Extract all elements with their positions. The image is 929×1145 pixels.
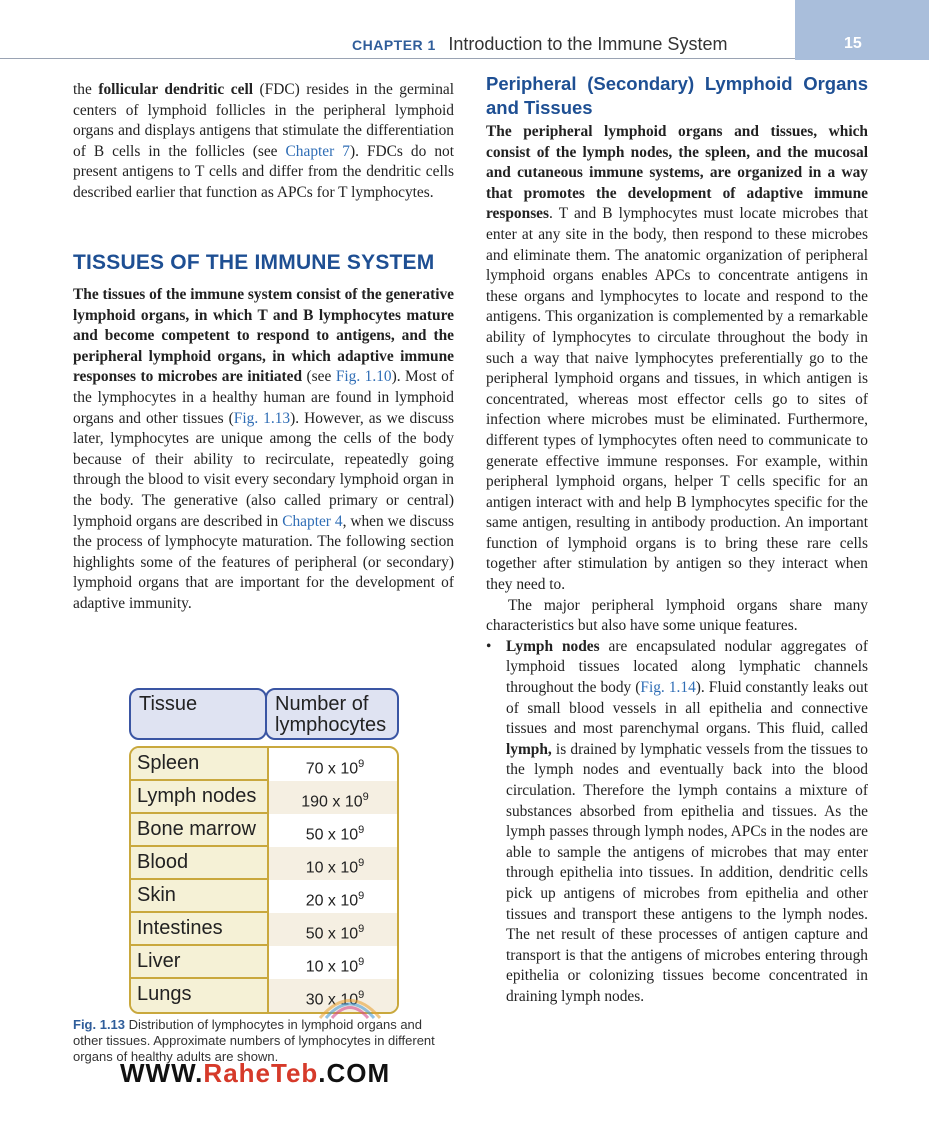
watermark-suffix: .COM bbox=[318, 1058, 391, 1088]
bullet-icon: • bbox=[486, 637, 492, 655]
left-paragraph-1 bbox=[73, 80, 454, 204]
text-run: ). FDCs do not present antigens to T cells and differ from the dendritic cells described earlier that function as APCs for T lymphocytes. bbox=[73, 142, 454, 201]
cell-lymphocyte-count: 50 x $10^9$ bbox=[305, 824, 365, 844]
cell-lymphocyte-count: 10 x $10^9$ bbox=[305, 956, 365, 976]
table-row bbox=[131, 946, 399, 979]
cell-tissue: Spleen bbox=[131, 748, 269, 781]
caption-text: Distribution of lymphocytes in lymphoid organs and other tissues. Approximate numbers of lymphocytes in different organs of healthy adults are shown. bbox=[73, 1017, 435, 1064]
page-number-tab bbox=[795, 0, 929, 60]
caption-label: Fig. 1.13 bbox=[73, 1017, 126, 1032]
bullet-text bbox=[506, 637, 868, 1008]
bullet-item-lymph-nodes bbox=[486, 637, 868, 1008]
bold-text: lymph, bbox=[506, 740, 552, 758]
bold-text: follicular dendritic cell bbox=[98, 81, 253, 98]
cell-tissue: Intestines bbox=[131, 913, 269, 946]
cell-tissue: Bone marrow bbox=[131, 814, 269, 847]
right-paragraph-1 bbox=[486, 122, 868, 596]
text-run: ). Most of the lymphocytes in a healthy human are found in lymphoid organs and other tissues ( bbox=[73, 368, 454, 427]
text-run: ). However, as we discuss later, lymphocytes are unique among the cells of the body because of their ability to recirculate, repeatedly going through the blood to visit every secondary lymphoid organ in the body. The generative (also called primary or central) lymphoid organs are described in bbox=[73, 409, 454, 530]
table-header-number: Number of lymphocytes bbox=[265, 688, 399, 740]
text-run: the bbox=[73, 81, 99, 98]
text-run: is drained by lymphatic vessels from the tissues to the lymph nodes and eventually back into the blood circulation. Therefore the lymph contains a mixture of substances absorbed from epithelia and tissues. As the lymph passes through lymph nodes, APCs in the nodes are able to sample the antigens of microbes that may enter through epithelia into tissues. In addition, dendritic cells pick up antigens of microbes from epithelia and other tissues and transport these antigens to the lymph nodes. The net result of these processes of antigen capture and transport is that the antigens of microbes entering through epithelia or colonizing tissues become concentrated in draining lymph nodes. bbox=[506, 740, 868, 1005]
watermark-logo-icon bbox=[310, 978, 390, 1028]
cell-lymphocyte-count: 20 x $10^9$ bbox=[305, 890, 365, 910]
cell-tissue: Lymph nodes bbox=[131, 781, 269, 814]
cell-lymphocyte-count: 10 x $10^9$ bbox=[269, 847, 399, 880]
left-column bbox=[73, 80, 454, 204]
bold-text: The peripheral lymphoid organs and tissues, which consist of the lymph nodes, the spleen, and the mucosal and cutaneous immune systems, are organized in a way that promotes the development of adaptive immune responses bbox=[486, 123, 868, 223]
left-paragraph-2 bbox=[73, 285, 454, 615]
cross-reference-link[interactable]: Chapter 4 bbox=[282, 512, 343, 530]
cross-reference-link[interactable]: Fig. 1.10 bbox=[335, 368, 392, 386]
cell-lymphocyte-count: 30 x $10^9$ bbox=[269, 979, 399, 1012]
exponent: 9 bbox=[358, 989, 365, 1001]
cell-tissue: Liver bbox=[131, 946, 269, 979]
cell-tissue: Lungs bbox=[131, 979, 269, 1012]
right-column bbox=[486, 72, 868, 1008]
header-rule bbox=[0, 58, 795, 59]
subsection-heading: Peripheral (Secondary) Lymphoid Organs and Tissues bbox=[486, 73, 868, 118]
watermark-accent: RaheTeb bbox=[203, 1058, 319, 1088]
cell-tissue: Skin bbox=[131, 880, 269, 913]
table-row bbox=[131, 847, 399, 880]
chapter-title: Introduction to the Immune System bbox=[448, 34, 728, 54]
table-row bbox=[131, 814, 399, 847]
bold-text: Lymph nodes bbox=[506, 637, 600, 655]
table-row bbox=[131, 748, 399, 781]
table-header-tissue: Tissue bbox=[129, 688, 267, 740]
right-paragraph-2: The major peripheral lymphoid organs share many characteristics but also have some unique features. bbox=[486, 596, 868, 635]
exponent: 9 bbox=[362, 791, 369, 803]
page-number: 15 bbox=[844, 35, 862, 52]
cell-lymphocyte-count: 70 x $10^9$ bbox=[305, 758, 365, 778]
exponent: 9 bbox=[358, 824, 365, 836]
running-head bbox=[352, 34, 727, 55]
cell-tissue: Blood bbox=[131, 847, 269, 880]
exponent: 9 bbox=[358, 758, 365, 770]
chapter-label: CHAPTER 1 bbox=[352, 37, 436, 53]
exponent: 9 bbox=[358, 890, 365, 902]
text-run: (FDC) resides in the germinal centers of lymphoid follicles in the peripheral lymphoid organs and displays antigens that stimulate the differentiation of B cells in the follicles (see bbox=[73, 81, 454, 160]
exponent: 9 bbox=[358, 923, 365, 935]
text-run: . T and B lymphocytes must locate microbes that enter at any site in the body, then respond to these microbes and eliminate them. The anatomic organization of peripheral lymphoid organs enables APCs to concentrate antigens in these organs and lymphocytes to locate and respond to the antigens. This organization is complemented by a remarkable ability of lymphocytes to circulate throughout the body in such a way that naive lymphocytes preferentially go to the peripheral lymphoid organs and tissues, in which antigen is concentrated, whereas most effector cells go to sites of infection where microbes must be eliminated. Furthermore, different types of lymphocytes often need to communicate to generate effective immune responses. For example, within peripheral lymphoid organs, helper T cells specific for an antigen interact with and help B lymphocytes specific for the same antigen, resulting in antibody production. An important function of lymphoid organs is to bring these rare cells together after stimulation by antigen so they interact when they need to. bbox=[486, 205, 868, 594]
watermark-prefix: WWW. bbox=[120, 1058, 204, 1088]
text-run: , when we discuss the process of lymphocyte maturation. The following section highlights some of the features of peripheral (or secondary) lymphoid organs that are important for the development of adaptive immunity. bbox=[73, 512, 454, 612]
bold-text: The tissues of the immune system consist of the generative lymphoid organs, in which T and B lymphocytes mature and become competent to respond to antigens, and the peripheral lymphoid organs, in which adaptive immune responses to microbes are initiated bbox=[73, 286, 454, 386]
watermark-text bbox=[120, 1058, 390, 1089]
cell-lymphocyte-count: 50 x $10^9$ bbox=[269, 913, 399, 946]
exponent: 9 bbox=[358, 857, 365, 869]
left-column-body bbox=[73, 285, 454, 615]
cross-reference-link[interactable]: Chapter 7 bbox=[285, 142, 350, 160]
text-run: are encapsulated nodular aggregates of lymphoid tissues located along lymphatic channels throughout the body ( bbox=[506, 637, 868, 697]
exponent: 9 bbox=[358, 956, 365, 968]
table-body bbox=[129, 746, 399, 1014]
table-row bbox=[131, 781, 399, 814]
section-heading: TISSUES OF THE IMMUNE SYSTEM bbox=[73, 251, 435, 274]
table-row bbox=[131, 880, 399, 913]
text-run: ). Fluid constantly leaks out of small blood vessels in all epithelia and connective tissues and most parenchymal organs. This fluid, called bbox=[506, 679, 869, 738]
cross-reference-link[interactable]: Fig. 1.14 bbox=[640, 679, 696, 697]
text-run: (see bbox=[302, 368, 336, 386]
table-row bbox=[131, 913, 399, 946]
cross-reference-link[interactable]: Fig. 1.13 bbox=[233, 409, 291, 427]
cell-lymphocyte-count: 190 x $10^9$ bbox=[269, 781, 399, 814]
